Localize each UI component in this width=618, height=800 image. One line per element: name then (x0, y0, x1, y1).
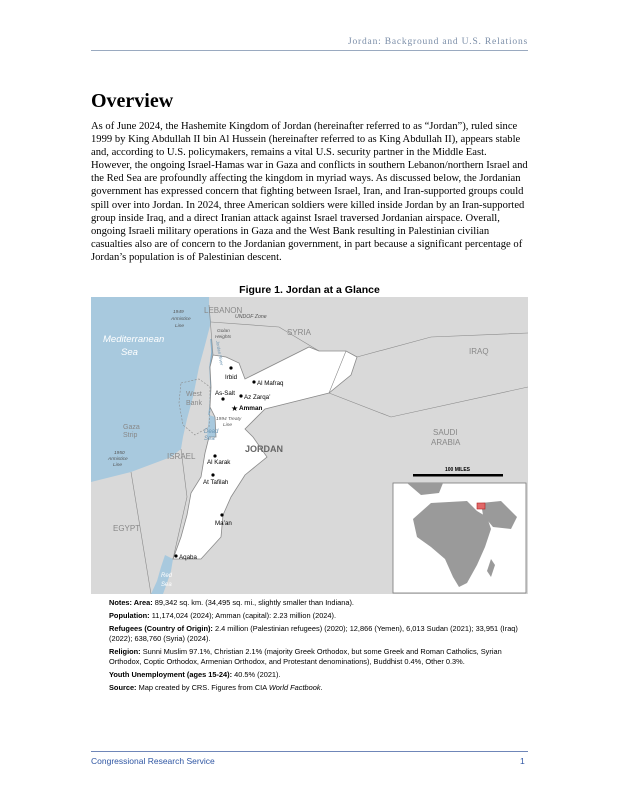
label-israel: ISRAEL (167, 452, 196, 461)
note-population-label: Population: (109, 611, 150, 621)
note-youth-value: 40.5% (2021). (234, 669, 281, 679)
note-source-label: Source: (109, 683, 137, 693)
jordan-map (91, 297, 528, 594)
label-dead-sea: Dead (204, 429, 219, 435)
label-saudi-2: ARABIA (431, 438, 461, 447)
label-golan-2: Heights (215, 335, 232, 340)
city-marker-amman: ★ (231, 404, 239, 413)
label-syria: SYRIA (287, 328, 312, 337)
city-marker-irbid (229, 366, 232, 369)
note-youth (109, 670, 527, 680)
page-number: 1 (520, 756, 525, 766)
header-rule (91, 50, 528, 51)
label-golan: Golan (217, 329, 230, 334)
overview-paragraph: As of June 2024, the Hashemite Kingdom of Jordan (hereinafter referred to as “Jordan”), ruled since 1999 by King Abdullah II bin Al Hussein (hereinafter referred to as King Abdullah II), appears stable and, according to U.S. policymakers, remains a vital U.S. security partner in the Middle East. However, the ongoing Israel-Hamas war in Gaza and conflicts in southern Lebanon/northern Israel and the Red Sea are profoundly affecting the kingdom in myriad ways. As discussed below, the Jordanian government has expressed concern that fighting between Israel, Iran, and Iran-supported groups could spill over into Jordan. In 2024, three American soldiers were killed inside Jordan by an Iran-supported group inside Iraq, and a direct Iranian attack against Israel traversed Jordanian airspace. Overall, ongoing Israeli military operations in Gaza and the West Bank resulting in Palestinian civilian casualties also are of concern to the Jordanian government, in part because a significant percentage of Jordan’s population is of Palestinian descent. (91, 121, 528, 263)
label-saudi: SAUDI (433, 428, 458, 437)
city-marker-zarqa (239, 394, 242, 397)
city-marker-mafraq (252, 380, 255, 383)
label-jordan-river: Jordan River (215, 340, 225, 366)
city-marker-maan (220, 513, 223, 516)
note-source-end: . (320, 683, 323, 693)
note-religion (109, 647, 527, 666)
label-gaza: Gaza (123, 424, 140, 431)
label-armistice-1949: 1949 (173, 310, 184, 315)
label-lebanon: LEBANON (204, 306, 243, 315)
label-armistice-1949-2: Armistice (171, 317, 191, 322)
city-marker-karak (213, 454, 216, 457)
label-armistice-1950-2: Armistice (108, 457, 128, 462)
label-treaty-2: Line (223, 423, 233, 428)
note-area (109, 598, 527, 608)
note-religion-label: Religion: (109, 647, 141, 657)
note-religion-value: Sunni Muslim 97.1%, Christian 2.1% (majority Greek Orthodox, but some Greek and Roman Catholics, Syrian Orthodox, Coptic Orthodox, Armenian Orthodox, and Protestant denominations), Buddhist 0.4%, Other 0.3%. (109, 647, 502, 666)
note-refugees-label: Refugees (Country of Origin): (109, 624, 213, 634)
label-armistice-1950: 1950 (114, 451, 125, 456)
label-mediterranean: Mediterranean (103, 334, 165, 345)
figure-caption: Figure 1. Jordan at a Glance (239, 284, 380, 296)
city-label-mafraq: Al Mafraq (257, 380, 284, 387)
note-source (109, 683, 527, 693)
label-treaty: 1994 Treaty (216, 417, 242, 422)
city-label-karak: Al Karak (207, 459, 231, 466)
scale-label: 100 MILES (445, 467, 471, 473)
label-mediterranean-2: Sea (121, 347, 138, 358)
city-label-maan: Ma’an (215, 520, 232, 527)
city-marker-tafilah (211, 473, 214, 476)
label-egypt: EGYPT (113, 524, 141, 533)
city-label-zarqa: Az Zarqa’ (244, 394, 271, 401)
label-west-bank-2: Bank (186, 400, 202, 407)
note-refugees-value: 2.4 million (Palestinian refugees) (2020); 12,866 (Yemen), 6,013 Sudan (2021); 33,951 (Iraq) (2022); 638,760 (Syria) (2024). (109, 624, 518, 643)
label-dead-sea-2: Sea (204, 436, 215, 442)
city-marker-salt (221, 397, 224, 400)
inset-locator (477, 503, 485, 509)
note-area-value: 89,342 sq. km. (34,495 sq. mi., slightly smaller than Indiana). (154, 598, 354, 607)
note-population-value: 11,174,024 (2024); Amman (capital): 2.23 million (2024). (151, 611, 337, 621)
label-undof: UNDOF Zone (235, 314, 267, 320)
running-header: Jordan: Background and U.S. Relations (348, 37, 528, 47)
label-iraq: IRAQ (469, 347, 489, 356)
figure-notes (109, 598, 527, 696)
label-west-bank: West (186, 391, 202, 398)
note-source-value: Map created by CRS. Figures from CIA (138, 683, 267, 693)
footer-rule (91, 751, 528, 752)
city-marker-aqaba (174, 554, 177, 557)
city-label-salt: As-Salt (215, 390, 235, 397)
city-label-amman: Amman (239, 405, 263, 412)
note-population (109, 611, 527, 621)
footer-publisher: Congressional Research Service (91, 756, 215, 766)
scale-bar (413, 474, 503, 477)
label-red-sea-2: Sea (161, 582, 172, 588)
note-area-label: Notes: Area: (109, 598, 153, 607)
city-label-tafilah: At Tafilah (203, 479, 229, 486)
label-armistice-1950-3: Line (113, 463, 123, 468)
city-label-irbid: Irbid (225, 374, 238, 381)
city-label-aqaba: Aqaba (179, 554, 197, 561)
label-gaza-2: Strip (123, 432, 138, 439)
section-title: Overview (91, 90, 174, 112)
label-red-sea: Red (161, 573, 173, 579)
label-jordan: JORDAN (245, 444, 284, 454)
note-source-italic: World Factbook (268, 683, 321, 693)
label-armistice-1949-3: Line (175, 324, 185, 329)
note-youth-label: Youth Unemployment (ages 15-24): (109, 669, 233, 679)
note-refugees (109, 624, 527, 643)
inset-map (393, 483, 526, 593)
